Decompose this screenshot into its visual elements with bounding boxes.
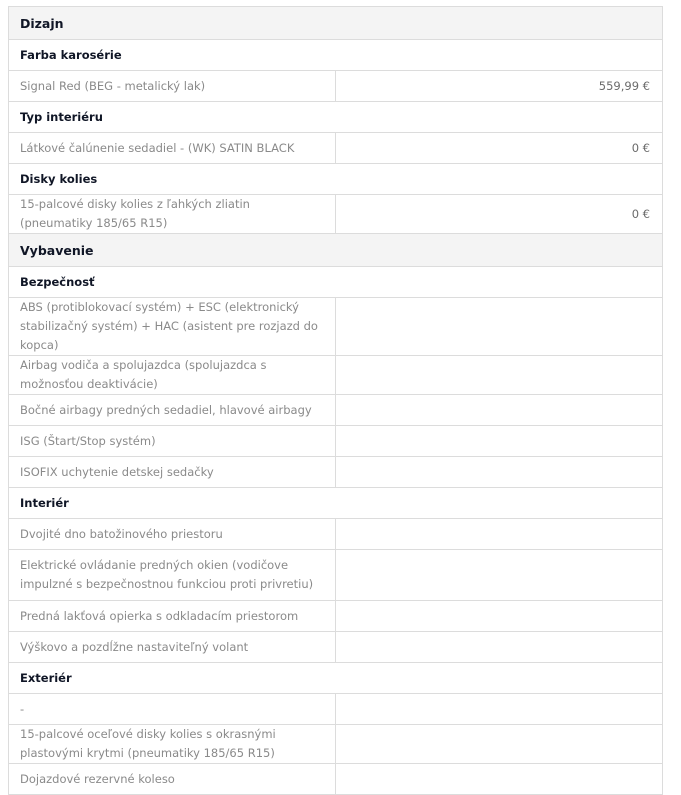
section-header-vybavenie xyxy=(9,234,663,267)
group-title: Farba karosérie xyxy=(9,40,663,71)
group-header-disky-kolies xyxy=(9,164,663,195)
item-label: Látkové čalúnenie sedadiel - (WK) SATIN BLACK xyxy=(9,133,336,164)
item-label: Bočné airbagy predných sedadiel, hlavové airbagy xyxy=(9,395,336,426)
item-label: Signal Red (BEG - metalický lak) xyxy=(9,71,336,102)
item-price xyxy=(336,725,663,764)
item-price xyxy=(336,694,663,725)
item-price: 0 € xyxy=(336,133,663,164)
item-label: ABS (protiblokovací systém) + ESC (elektronický stabilizačný systém) + HAC (asistent pre rozjazd do kopca) xyxy=(9,298,336,356)
item-label: Dvojité dno batožinového priestoru xyxy=(9,519,336,550)
item-price xyxy=(336,550,663,601)
item-price: 559,99 € xyxy=(336,71,663,102)
table-row xyxy=(9,601,663,632)
table-row xyxy=(9,395,663,426)
group-title: Typ interiéru xyxy=(9,102,663,133)
item-price xyxy=(336,395,663,426)
table-row xyxy=(9,195,663,234)
item-label: ISOFIX uchytenie detskej sedačky xyxy=(9,457,336,488)
group-title: Bezpečnosť xyxy=(9,267,663,298)
item-label: Airbag vodiča a spolujazdca (spolujazdca s možnosťou deaktivácie) xyxy=(9,356,336,395)
table-row xyxy=(9,725,663,764)
item-label: Dojazdové rezervné koleso xyxy=(9,764,336,795)
equipment-summary xyxy=(8,6,663,795)
group-header-typ-interieru xyxy=(9,102,663,133)
item-label: Elektrické ovládanie predných okien (vodičove impulzné s bezpečnostnou funkciou proti privretiu) xyxy=(9,550,336,601)
item-label: 15-palcové oceľové disky kolies s okrasnými plastovými krytmi (pneumatiky 185/65 R15) xyxy=(9,725,336,764)
item-price xyxy=(336,356,663,395)
group-header-bezpecnost xyxy=(9,267,663,298)
item-price: 0 € xyxy=(336,195,663,234)
item-price xyxy=(336,426,663,457)
table-row xyxy=(9,764,663,795)
table-row xyxy=(9,426,663,457)
table-row xyxy=(9,519,663,550)
item-price xyxy=(336,298,663,356)
group-header-interier xyxy=(9,488,663,519)
table-row xyxy=(9,550,663,601)
table-row xyxy=(9,71,663,102)
item-price xyxy=(336,457,663,488)
group-header-farba-karoserie xyxy=(9,40,663,71)
table-row xyxy=(9,457,663,488)
table-row xyxy=(9,356,663,395)
group-title: Interiér xyxy=(9,488,663,519)
group-title: Disky kolies xyxy=(9,164,663,195)
item-price xyxy=(336,764,663,795)
item-price xyxy=(336,519,663,550)
equipment-table xyxy=(8,6,663,795)
item-price xyxy=(336,601,663,632)
group-title: Exteriér xyxy=(9,663,663,694)
item-label: 15-palcové disky kolies z ľahkých zliatin (pneumatiky 185/65 R15) xyxy=(9,195,336,234)
item-label: ISG (Štart/Stop systém) xyxy=(9,426,336,457)
table-row xyxy=(9,298,663,356)
section-title: Dizajn xyxy=(9,7,663,40)
section-header-dizajn xyxy=(9,7,663,40)
section-title: Vybavenie xyxy=(9,234,663,267)
item-price xyxy=(336,632,663,663)
group-header-exterier xyxy=(9,663,663,694)
table-row xyxy=(9,133,663,164)
item-label: - xyxy=(9,694,336,725)
table-row xyxy=(9,694,663,725)
item-label: Predná lakťová opierka s odkladacím priestorom xyxy=(9,601,336,632)
table-row xyxy=(9,632,663,663)
item-label: Výškovo a pozdĺžne nastaviteľný volant xyxy=(9,632,336,663)
